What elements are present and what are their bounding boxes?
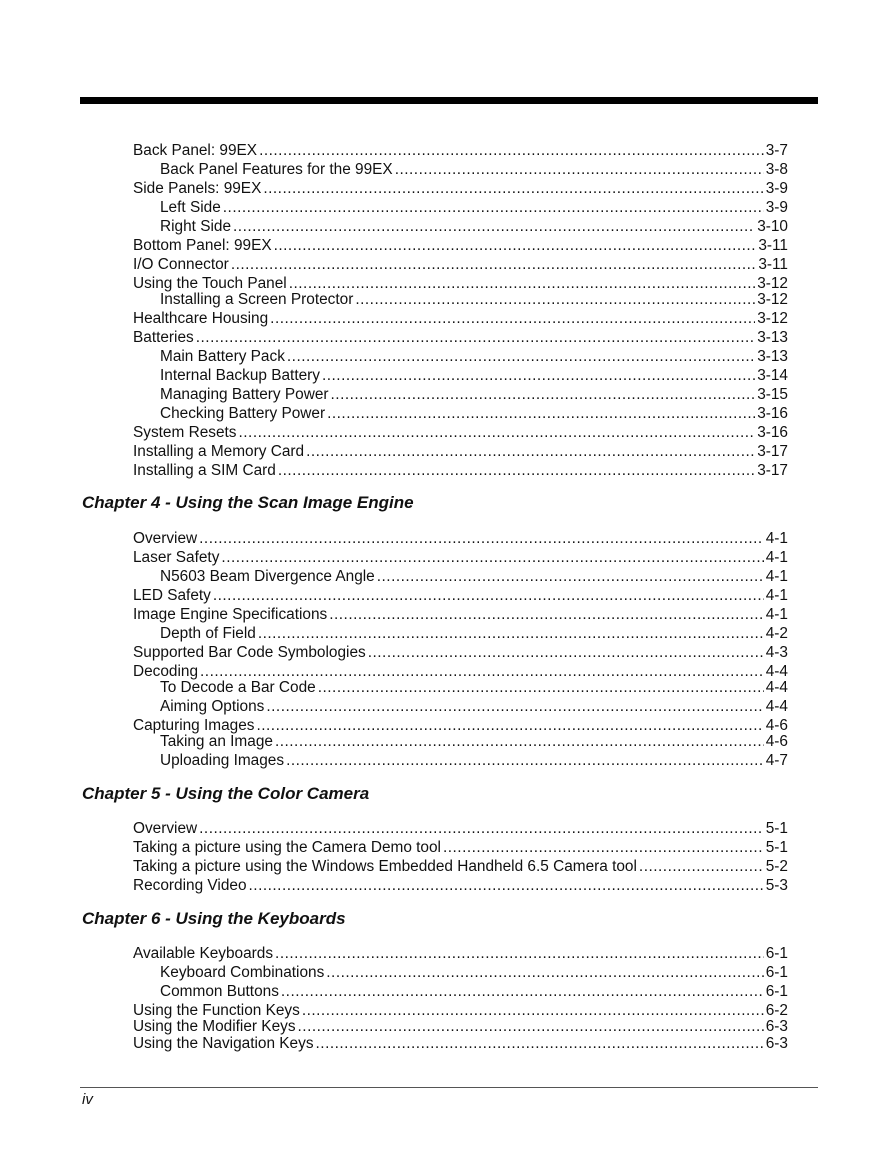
toc-entry-page: 6-1 [765,983,788,1000]
page-number: iv [82,1091,93,1108]
toc-subentry[interactable] [160,963,788,982]
toc-entry[interactable] [133,944,788,963]
toc-entry-title: Checking Battery Power [160,405,326,422]
toc-subentry[interactable] [160,732,788,751]
toc-entry-page: 6-1 [765,945,788,962]
toc-entry-title: Image Engine Specifications [133,606,328,623]
toc-entry-page: 4-7 [765,752,788,769]
toc-entry-title: Aiming Options [160,698,265,715]
toc-subentry[interactable] [160,982,788,1001]
toc-entry-title: Using the Function Keys [133,1002,300,1019]
toc-entry-page: 3-15 [757,386,788,403]
toc-subentry[interactable] [160,198,788,217]
toc-entry-title: Laser Safety [133,549,220,566]
dot-leader [259,141,764,160]
dot-leader [233,217,755,236]
toc-entry-page: 4-1 [765,587,788,604]
toc-entry-page: 4-4 [765,663,788,680]
toc-entry-title: Overview [133,530,198,547]
toc-entry-title: Supported Bar Code Symbologies [133,644,366,661]
toc-entry-title: Available Keyboards [133,945,274,962]
toc-entry[interactable] [133,876,788,895]
dot-leader [249,876,764,895]
dot-leader [322,366,755,385]
toc-entry-title: Managing Battery Power [160,386,329,403]
toc-entry-page: 4-3 [765,644,788,661]
dot-leader [377,567,764,586]
toc-entry-page: 3-17 [757,443,788,460]
dot-leader [223,198,764,217]
toc-entry-title: To Decode a Bar Code [160,679,316,696]
toc-entry[interactable] [133,328,788,347]
toc-entry-title: Healthcare Housing [133,310,269,327]
toc-entry-page: 5-3 [765,877,788,894]
toc-entry-page: 6-1 [765,964,788,981]
toc-subentry[interactable] [160,624,788,643]
toc-entry[interactable] [133,179,788,198]
toc-entry-page: 4-6 [765,733,788,750]
dot-leader [355,290,755,309]
toc-entry-page: 3-9 [765,199,788,216]
toc-entry-title: Depth of Field [160,625,256,642]
toc-subentry[interactable] [160,697,788,716]
dot-leader [316,1034,764,1053]
toc-entry-page: 3-11 [758,256,788,273]
dot-leader [199,819,764,838]
dot-leader [199,529,764,548]
toc-entry-page: 5-2 [765,858,788,875]
dot-leader [275,944,764,963]
toc-entry-title: Bottom Panel: 99EX [133,237,272,254]
dot-leader [278,461,755,480]
toc-entry-title: Uploading Images [160,752,285,769]
toc-entry[interactable] [133,586,788,605]
toc-entry-title: Batteries [133,329,194,346]
dot-leader [196,328,755,347]
toc-subentry[interactable] [160,217,788,236]
toc-entry-page: 3-17 [757,462,788,479]
toc-entry-title: Capturing Images [133,717,255,734]
toc-entry-page: 3-16 [757,424,788,441]
toc-entry[interactable] [133,838,788,857]
toc-entry-title: Back Panel: 99EX [133,142,258,159]
toc-entry[interactable] [133,309,788,328]
toc-entry-title: Right Side [160,218,232,235]
toc-entry[interactable] [133,461,788,480]
toc-entry-page: 4-1 [765,606,788,623]
toc-entry-page: 5-1 [765,839,788,856]
toc-entry-page: 4-1 [765,568,788,585]
toc-entry[interactable] [133,548,788,567]
toc-entry-title: LED Safety [133,587,211,604]
toc-entry-page: 3-7 [765,142,788,159]
toc-entry-page: 3-12 [757,310,788,327]
toc-subentry[interactable] [160,290,788,309]
toc-subentry[interactable] [160,678,788,697]
dot-leader [266,697,763,716]
chapter-heading: Chapter 6 - Using the Keyboards [82,909,346,928]
toc-entry-page: 4-4 [765,679,788,696]
toc-entry-title: Back Panel Features for the 99EX [160,161,393,178]
toc-entry-title: N5603 Beam Divergence Angle [160,568,375,585]
toc-entry-title: Recording Video [133,877,247,894]
dot-leader [329,605,764,624]
chapter-heading: Chapter 4 - Using the Scan Image Engine [82,493,414,512]
toc-entry-page: 3-11 [758,237,788,254]
toc-entry-title: Installing a SIM Card [133,462,276,479]
toc-entry-title: Using the Modifier Keys [133,1018,296,1035]
toc-entry-page: 6-3 [765,1035,788,1052]
toc-entry-title: Taking a picture using the Windows Embedded Handheld 6.5 Camera tool [133,858,637,875]
dot-leader [263,179,763,198]
toc-entry[interactable] [133,643,788,662]
toc-entry-title: Taking an Image [160,733,273,750]
toc-entry[interactable] [133,423,788,442]
dot-leader [221,548,763,567]
toc-entry-page: 3-13 [757,348,788,365]
dot-leader [281,982,764,1001]
toc-entry-page: 4-2 [765,625,788,642]
toc-entry-page: 3-8 [765,161,788,178]
toc-entry-page: 3-13 [757,329,788,346]
toc-entry-title: Installing a Screen Protector [160,291,354,308]
toc-entry-title: Using the Touch Panel [133,275,287,292]
toc-entry-page: 3-16 [757,405,788,422]
dot-leader [286,751,764,770]
toc-entry-page: 3-12 [757,291,788,308]
dot-leader [275,732,764,751]
toc-entry[interactable] [133,255,788,274]
dot-leader [639,857,764,876]
toc-entry[interactable] [133,141,788,160]
toc-entry[interactable] [133,236,788,255]
dot-leader [274,236,757,255]
dot-leader [331,385,756,404]
toc-entry-page: 6-2 [765,1002,788,1019]
toc-entry-page: 3-14 [757,367,788,384]
toc-entry[interactable] [133,605,788,624]
toc-subentry[interactable] [160,347,788,366]
toc-entry-page: 4-6 [765,717,788,734]
dot-leader [270,309,755,328]
toc-entry-title: Installing a Memory Card [133,443,305,460]
toc-subentry[interactable] [160,385,788,404]
dot-leader [368,643,764,662]
dot-leader [213,586,764,605]
toc-entry-page: 4-1 [765,530,788,547]
footer-rule [80,1087,818,1088]
toc-entry[interactable] [133,819,788,838]
toc-subentry[interactable] [160,751,788,770]
dot-leader [395,160,764,179]
toc-entry-title: Internal Backup Battery [160,367,320,384]
dot-leader [443,838,764,857]
dot-leader [326,963,763,982]
toc-entry-page: 6-3 [765,1018,788,1035]
toc-entry-title: Taking a picture using the Camera Demo tool [133,839,441,856]
toc-entry-title: System Resets [133,424,237,441]
toc-entry-page: 3-10 [757,218,788,235]
toc-entry-title: Decoding [133,663,199,680]
toc-entry-title: Using the Navigation Keys [133,1035,314,1052]
toc-entry[interactable] [133,442,788,461]
toc-subentry[interactable] [160,366,788,385]
toc-entry-page: 3-12 [757,275,788,292]
toc-subentry[interactable] [160,160,788,179]
dot-leader [306,442,755,461]
toc-subentry[interactable] [160,404,788,423]
toc-entry-page: 5-1 [765,820,788,837]
toc-entry[interactable] [133,1034,788,1053]
chapter-heading: Chapter 5 - Using the Color Camera [82,784,370,803]
dot-leader [327,404,755,423]
toc-entry-title: Main Battery Pack [160,348,285,365]
dot-leader [239,423,756,442]
toc-entry-title: I/O Connector [133,256,229,273]
toc-entry[interactable] [133,529,788,548]
dot-leader [231,255,757,274]
toc-entry[interactable] [133,857,788,876]
header-rule [80,97,818,104]
toc-subentry[interactable] [160,567,788,586]
toc-entry-page: 3-9 [765,180,788,197]
dot-leader [258,624,764,643]
toc-entry-page: 4-1 [765,549,788,566]
dot-leader [318,678,764,697]
toc-entry-title: Overview [133,820,198,837]
toc-entry-title: Common Buttons [160,983,279,1000]
toc-entry-title: Side Panels: 99EX [133,180,262,197]
toc-entry-title: Keyboard Combinations [160,964,325,981]
toc-entry-title: Left Side [160,199,221,216]
toc-entry-page: 4-4 [765,698,788,715]
dot-leader [287,347,755,366]
